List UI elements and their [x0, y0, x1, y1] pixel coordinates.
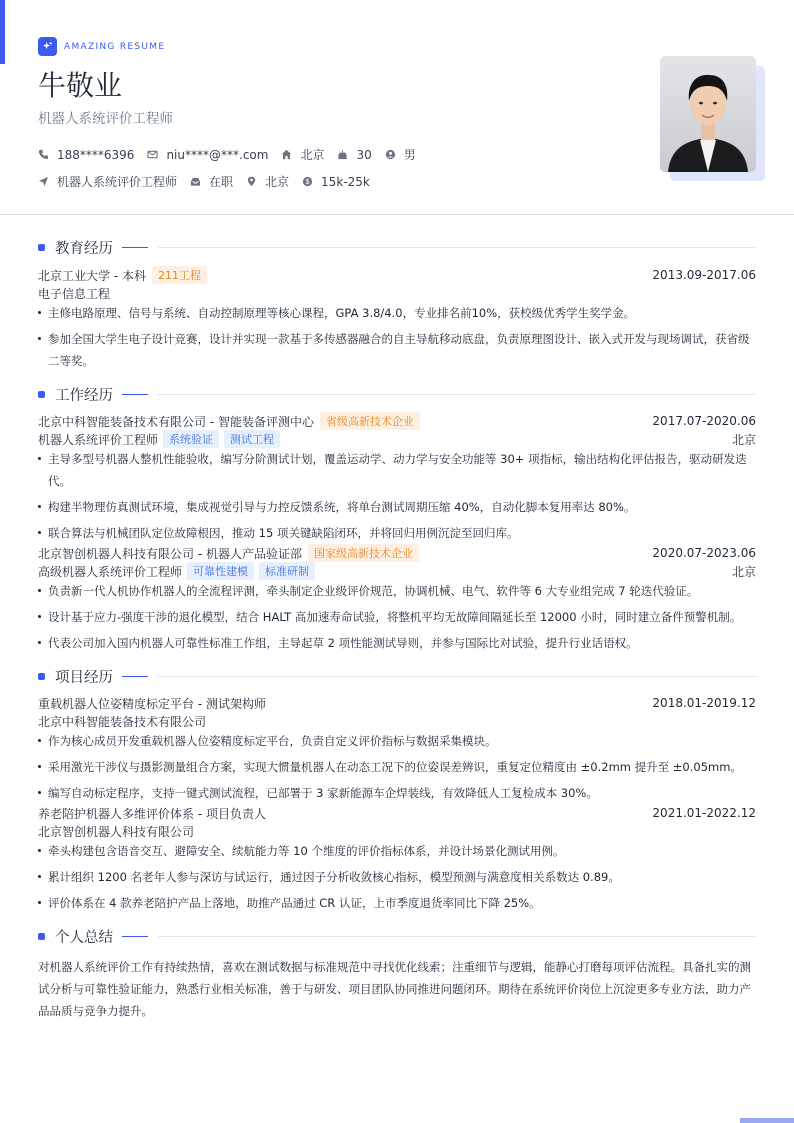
location-item	[281, 146, 324, 163]
summary-text: 对机器人系统评价工作有持续热情，喜欢在测试数据与标准规范中寻找优化线索；注重细节与逻辑，能静心打磨每项评估流程。具备扎实的测试分析与可靠性验证能力，熟悉行业相关标准，善于与研发、项目团队协同推进问题闭环。期待在系统评价岗位上沉淀更多专业方法，助力产品品质与竞争力提升。	[38, 960, 751, 1018]
cake-icon	[337, 149, 348, 160]
age-value: 30	[356, 147, 372, 162]
company-tag: 国家级高新技术企业	[308, 544, 419, 562]
section-underline	[122, 676, 148, 677]
section-divider	[158, 394, 756, 395]
candidate-name: 牛敬业	[38, 69, 123, 102]
project-head	[38, 694, 756, 712]
list-item: 作为核心成员开发重载机器人位姿精度标定平台，负责自定义评价指标与数据采集模块。	[38, 730, 756, 752]
section-marker	[38, 244, 45, 251]
work-bullets	[38, 580, 756, 654]
projects-heading: 项目经历	[55, 669, 113, 686]
work-sub	[38, 430, 756, 448]
brand	[38, 37, 165, 56]
major-name: 电子信息工程	[38, 286, 111, 301]
list-item: 编写自动标定程序，支持一键式测试流程，已部署于 3 家新能源车企焊装线，有效降低人工复检成本 30%。	[38, 782, 756, 804]
resume-body	[38, 215, 756, 1022]
target-city-value: 北京	[265, 175, 290, 189]
role-name: 机器人系统评价工程师	[38, 432, 159, 447]
education-section-title	[38, 237, 756, 257]
bottom-accent-bar	[740, 1118, 794, 1123]
education-bullets	[38, 302, 756, 372]
project-company: 北京中科智能装备技术有限公司	[38, 714, 207, 729]
project-date: 2021.01-2022.12	[652, 806, 756, 820]
inbox-icon	[190, 176, 201, 187]
list-item: 牵头构建包含语音交互、避障安全、续航能力等 10 个维度的评价指标体系，并设计场景化测试用例。	[38, 840, 756, 862]
map-pin-icon	[246, 176, 257, 187]
summary-heading: 个人总结	[55, 929, 113, 946]
work-entry	[38, 412, 756, 544]
section-marker	[38, 673, 45, 680]
education-head	[38, 266, 756, 284]
work-date: 2020.07-2023.06	[652, 546, 756, 560]
education-sub	[38, 284, 756, 302]
age-item	[337, 148, 371, 162]
company-name: 北京中科智能装备技术有限公司 - 智能装备评测中心	[38, 414, 314, 429]
section-divider	[158, 936, 756, 937]
project-bullets	[38, 840, 756, 914]
avatar	[660, 56, 756, 172]
gender-value: 男	[403, 148, 416, 162]
section-underline	[122, 247, 148, 248]
list-item: 联合算法与机械团队定位故障根因，推动 15 项关键缺陷闭环，并将回归用例沉淀至回归库。	[38, 522, 756, 544]
skill-tag: 标准研制	[259, 562, 315, 580]
work-entry	[38, 544, 756, 654]
company-tag: 省级高新技术企业	[320, 412, 420, 430]
status-item	[190, 173, 233, 190]
list-item: 评价体系在 4 款养老陪护产品上落地，助推产品通过 CR 认证，上市季度退货率同比下降 25%。	[38, 892, 756, 914]
contact-row	[38, 146, 429, 163]
work-city: 北京	[731, 564, 756, 579]
list-item: 主修电路原理、信号与系统、自动控制原理等核心课程，GPA 3.8/4.0，专业排名前10%，获校级优秀学生奖学金。	[38, 302, 756, 324]
work-head	[38, 544, 756, 562]
candidate-title: 机器人系统评价工程师	[38, 111, 173, 127]
education-entry	[38, 266, 756, 372]
person-icon	[385, 149, 396, 160]
project-head	[38, 804, 756, 822]
company-name: 北京智创机器人科技有限公司 - 机器人产品验证部	[38, 546, 302, 561]
section-divider	[158, 247, 756, 248]
work-section-title	[38, 384, 756, 404]
target-job-item	[38, 173, 177, 190]
work-heading: 工作经历	[55, 387, 113, 404]
list-item: 设计基于应力-强度干涉的退化模型，结合 HALT 高加速寿命试验，将整机平均无故障间隔延长至 12000 小时，同时建立备件预警机制。	[38, 606, 756, 628]
work-sub	[38, 562, 756, 580]
gender-item	[385, 146, 416, 163]
location-value: 北京	[300, 148, 325, 162]
role-name: 高级机器人系统评价工程师	[38, 564, 183, 579]
target-city-item	[246, 173, 289, 190]
project-entry	[38, 694, 756, 804]
resume-header	[0, 0, 794, 215]
salary-value: 15k-25k	[321, 174, 370, 189]
target-job-value: 机器人系统评价工程师	[57, 175, 178, 189]
work-city: 北京	[731, 432, 756, 447]
status-value: 在职	[209, 175, 234, 189]
school-tag: 211工程	[152, 266, 207, 284]
skill-tag: 测试工程	[224, 430, 280, 448]
list-item: 参加全国大学生电子设计竞赛，设计并实现一款基于多传感器融合的自主导航移动底盘，负责原理图设计、嵌入式开发与现场调试，获省级二等奖。	[38, 328, 756, 372]
project-bullets	[38, 730, 756, 804]
work-date: 2017.07-2020.06	[652, 414, 756, 428]
email-value: niu****@***.com	[166, 147, 269, 162]
phone-icon	[38, 149, 49, 160]
sparkle-icon	[38, 37, 57, 56]
project-company: 北京智创机器人科技有限公司	[38, 824, 195, 839]
coin-icon	[302, 176, 313, 187]
skill-tag: 可靠性建模	[187, 562, 254, 580]
section-underline	[122, 394, 148, 395]
phone-value: 188****6396	[57, 147, 135, 162]
project-entry	[38, 804, 756, 914]
home-icon	[281, 149, 292, 160]
list-item: 累计组织 1200 名老年人参与深访与试运行，通过因子分析收敛核心指标，模型预测与满意度相关系数达 0.89。	[38, 866, 756, 888]
education-heading: 教育经历	[55, 240, 113, 257]
list-item: 主导多型号机器人整机性能验收，编写分阶测试计划，覆盖运动学、动力学与安全功能等 30+ 项指标，输出结构化评估报告，驱动研发迭代。	[38, 448, 756, 492]
mail-icon	[147, 149, 158, 160]
list-item: 采用激光干涉仪与摄影测量组合方案，实现大惯量机器人在动态工况下的位姿误差辨识，重复定位精度由 ±0.2mm 提升至 ±0.05mm。	[38, 756, 756, 778]
project-date: 2018.01-2019.12	[652, 696, 756, 710]
salary-item	[302, 175, 370, 189]
list-item: 负责新一代人机协作机器人的全流程评测，牵头制定企业级评价规范，协调机械、电气、软件等 6 大专业组完成 7 轮迭代验证。	[38, 580, 756, 602]
project-sub	[38, 822, 756, 840]
section-marker	[38, 933, 45, 940]
project-sub	[38, 712, 756, 730]
work-bullets	[38, 448, 756, 544]
phone-item	[38, 148, 134, 162]
section-divider	[158, 676, 756, 677]
list-item: 构建半物理仿真测试环境，集成视觉引导与力控反馈系统，将单台测试周期压缩 40%，自动化脚本复用率达 80%。	[38, 496, 756, 518]
email-item	[147, 148, 268, 162]
intent-row	[38, 173, 383, 190]
summary-section-title	[38, 926, 756, 946]
education-date: 2013.09-2017.06	[652, 268, 756, 282]
school-name: 北京工业大学 - 本科	[38, 268, 146, 283]
section-marker	[38, 391, 45, 398]
work-head	[38, 412, 756, 430]
project-name: 重载机器人位姿精度标定平台 - 测试架构师	[38, 696, 266, 711]
skill-tag: 系统验证	[163, 430, 219, 448]
list-item: 代表公司加入国内机器人可靠性标准工作组，主导起草 2 项性能测试导则，并参与国际比对试验，提升行业话语权。	[38, 632, 756, 654]
projects-section-title	[38, 666, 756, 686]
brand-label: AMAZING RESUME	[64, 41, 166, 52]
project-name: 养老陪护机器人多维评价体系 - 项目负责人	[38, 806, 266, 821]
section-underline	[122, 936, 148, 937]
send-icon	[38, 176, 49, 187]
svg-text:$: $	[305, 178, 310, 186]
